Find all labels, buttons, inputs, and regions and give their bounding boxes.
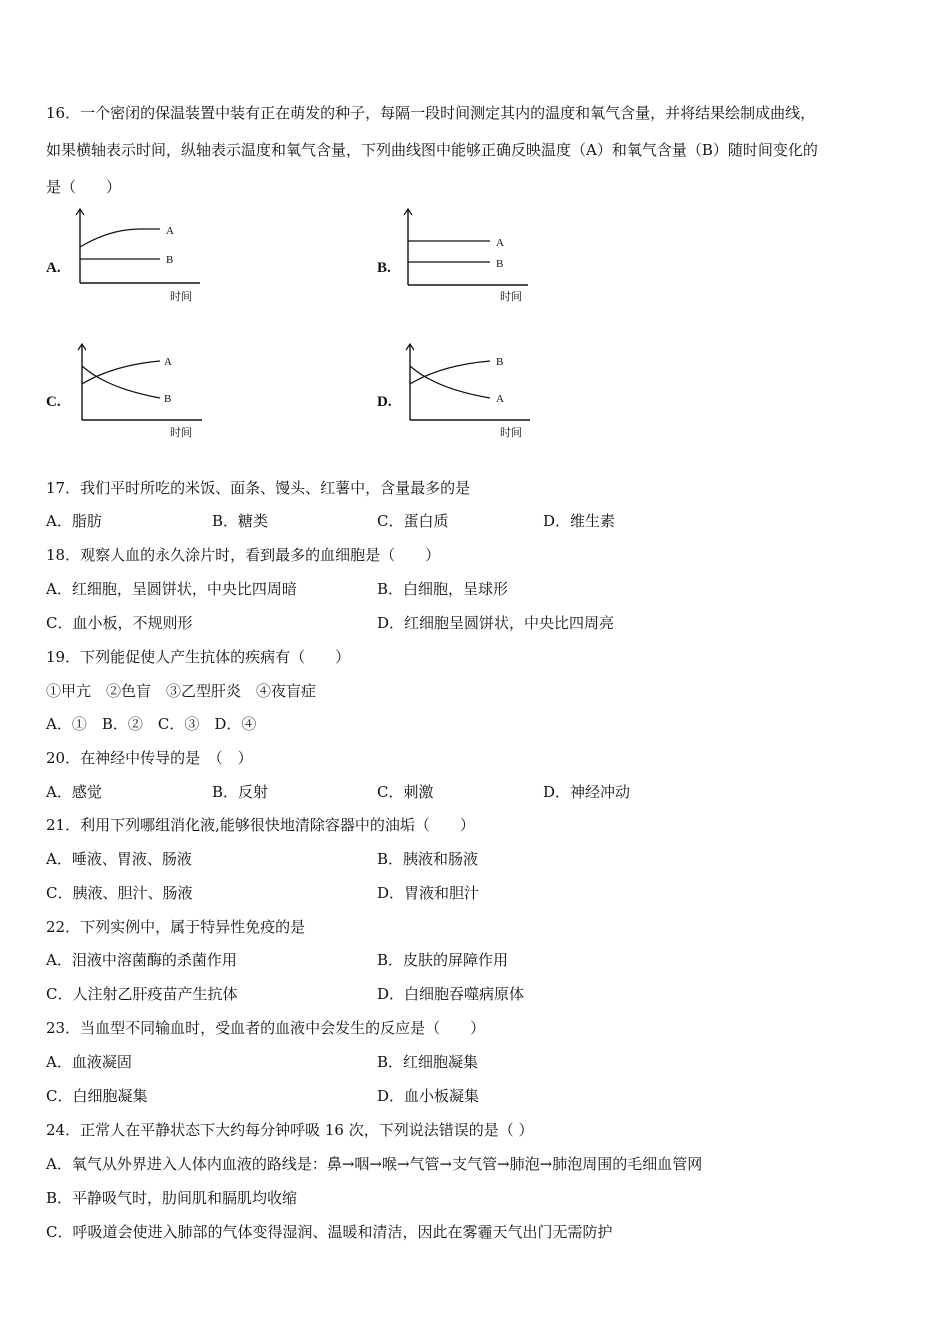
q19-items: ①甲亢 ②色盲 ③乙型肝炎 ④夜盲症: [46, 682, 317, 700]
q16-stem-line2: 如果横轴表示时间，纵轴表示温度和氧气含量，下列曲线图中能够正确反映温度（A）和氧气含量（B）随时间变化的: [46, 141, 818, 159]
q23-option-b[interactable]: B．红细胞凝集: [377, 1053, 479, 1071]
q16-graph-c: [72, 340, 212, 440]
q21-option-b[interactable]: B．胰液和肠液: [377, 850, 479, 868]
q24-option-c[interactable]: C．呼吸道会使进入肺部的气体变得湿润、温暖和清洁，因此在雾霾天气出门无需防护: [46, 1223, 613, 1241]
x-axis-label: 时间: [170, 290, 192, 303]
q24-option-b[interactable]: B．平静吸气时，肋间肌和膈肌均收缩: [46, 1189, 298, 1207]
q20-option-c[interactable]: C．刺激: [377, 783, 434, 801]
curve-a: [80, 229, 160, 247]
q17-option-d[interactable]: D．维生素: [543, 512, 616, 530]
q22-option-d[interactable]: D．白细胞吞噬病原体: [377, 985, 525, 1003]
q16-option-d-letter: D.: [377, 394, 392, 410]
curve-a: [410, 366, 490, 398]
q16-option-b-letter: B.: [377, 260, 391, 276]
q18-option-c[interactable]: C．血小板，不规则形: [46, 614, 193, 632]
curve-a: [82, 361, 160, 384]
q21-option-d[interactable]: D．胃液和胆汁: [377, 884, 480, 902]
q24-option-a[interactable]: A．氧气从外界进入人体内血液的路线是：鼻→咽→喉→气管→支气管→肺泡→肺泡周围的毛细血管网: [46, 1155, 703, 1173]
q17-option-a[interactable]: A．脂肪: [46, 512, 102, 530]
q17-option-c[interactable]: C．蛋白质: [377, 512, 449, 530]
q20-stem: 20．在神经中传导的是 （ ）: [46, 749, 253, 767]
q24-stem: 24．正常人在平静状态下大约每分钟呼吸 16 次，下列说法错误的是（ ）: [46, 1121, 534, 1139]
q19-stem: 19．下列能促使人产生抗体的疾病有（ ）: [46, 648, 351, 666]
q22-option-b[interactable]: B．皮肤的屏障作用: [377, 951, 509, 969]
q16-graph-d: [400, 340, 540, 440]
q22-option-a[interactable]: A．泪液中溶菌酶的杀菌作用: [46, 951, 237, 969]
q21-option-a[interactable]: A．唾液、胃液、肠液: [46, 850, 192, 868]
curve-b: [82, 366, 160, 398]
q23-option-a[interactable]: A．血液凝固: [46, 1053, 132, 1071]
q18-option-a[interactable]: A．红细胞，呈圆饼状，中央比四周暗: [46, 580, 297, 598]
q20-option-a[interactable]: A．感觉: [46, 783, 102, 801]
curve-top-label: B: [496, 356, 504, 368]
q18-option-b[interactable]: B．白细胞，呈球形: [377, 580, 509, 598]
q18-option-d[interactable]: D．红细胞呈圆饼状，中央比四周亮: [377, 614, 615, 632]
q16-stem-line1: 16．一个密闭的保温装置中装有正在萌发的种子，每隔一段时间测定其内的温度和氧气含量，并将结果绘制成曲线，: [46, 104, 816, 122]
x-axis-label: 时间: [170, 426, 192, 439]
q22-option-c[interactable]: C．人注射乙肝疫苗产生抗体: [46, 985, 238, 1003]
q16-option-a-letter: A.: [46, 260, 61, 276]
q16-graph-a: [70, 205, 210, 305]
curve-b-label: B: [496, 258, 504, 270]
q22-stem: 22．下列实例中，属于特异性免疫的是: [46, 918, 306, 936]
q16-stem-line3: 是（ ）: [46, 178, 122, 196]
q23-option-c[interactable]: C．白细胞凝集: [46, 1087, 148, 1105]
q17-option-b[interactable]: B．糖类: [212, 512, 269, 530]
curve-a-label: A: [164, 356, 172, 368]
q21-stem: 21．利用下列哪组消化液,能够很快地清除容器中的油垢（ ）: [46, 816, 475, 834]
q21-option-c[interactable]: C．胰液、胆汁、肠液: [46, 884, 193, 902]
q19-options[interactable]: A．① B．② C．③ D．④: [46, 715, 257, 733]
x-axis-label: 时间: [500, 426, 522, 439]
q18-stem: 18．观察人血的永久涂片时，看到最多的血细胞是（ ）: [46, 546, 441, 564]
curve-b: [410, 361, 490, 384]
q16-graph-b: [398, 205, 538, 305]
q20-option-b[interactable]: B．反射: [212, 783, 269, 801]
q17-stem: 17．我们平时所吃的米饭、面条、馒头、红薯中，含量最多的是: [46, 479, 471, 497]
curve-b-label: B: [166, 254, 174, 266]
q23-stem: 23．当血型不同输血时，受血者的血液中会发生的反应是（ ）: [46, 1019, 486, 1037]
x-axis-label: 时间: [500, 290, 522, 303]
q20-option-d[interactable]: D．神经冲动: [543, 783, 631, 801]
q16-option-c-letter: C.: [46, 394, 61, 410]
curve-a-label: A: [496, 237, 504, 249]
curve-bottom-label: A: [496, 393, 504, 405]
curve-b-label: B: [164, 393, 172, 405]
curve-a-label: A: [166, 225, 174, 237]
q23-option-d[interactable]: D．血小板凝集: [377, 1087, 480, 1105]
